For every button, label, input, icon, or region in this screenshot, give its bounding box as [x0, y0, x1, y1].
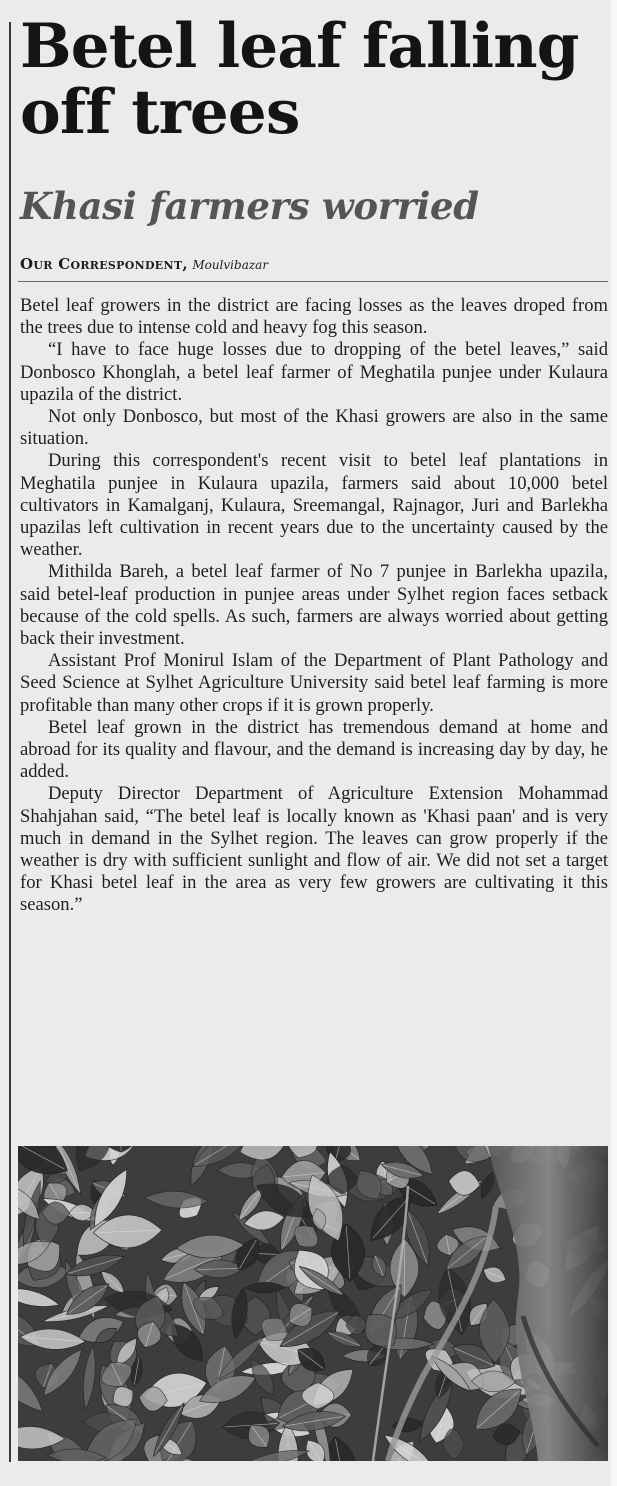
body-paragraph: Mithilda Bareh, a betel leaf farmer of No 7 punjee in Barlekha upazila, said betel-leaf production in punjee areas under Sylhet region faces setback because of the cold spells. As such, farmers are always worried about getting back their investment. [20, 561, 608, 650]
article-subheadline: Khasi farmers worried [20, 184, 479, 228]
byline-author: Our Correspondent, [20, 255, 188, 273]
byline-divider [18, 281, 608, 282]
body-paragraph: Betel leaf growers in the district are facing losses as the leaves droped from the trees due to intense cold and heavy fog this season. [20, 295, 608, 339]
byline [20, 254, 268, 275]
article-headline: Betel leaf falling off trees [20, 11, 579, 148]
byline-location: Moulvibazar [192, 258, 269, 272]
body-paragraph: “I have to face huge losses due to dropping of the betel leaves,” said Donbosco Khonglah, a betel leaf farmer of Meghatila punjee under Kulaura upazila of the district. [20, 339, 608, 405]
fallen-betel-leaves-photo [18, 1146, 608, 1461]
page-edge [611, 0, 617, 1486]
body-paragraph: Not only Donbosco, but most of the Khasi growers are also in the same situation. [20, 406, 608, 450]
photo-graphic [18, 1146, 608, 1461]
body-paragraph: Deputy Director Department of Agriculture Extension Mohammad Shahjahan said, “The betel leaf is locally known as 'Khasi paan' and is very much in demand in the Sylhet region. The leaves can grow properly if the weather is dry with sufficient sunlight and flow of air. We did not set a target for Khasi betel leaf in the area as very few growers are cultivating it this season.” [20, 783, 608, 916]
body-paragraph: Assistant Prof Monirul Islam of the Department of Plant Pathology and Seed Science at Sylhet Agriculture University said betel leaf farming is more profitable than many other crops if it is grown properly. [20, 650, 608, 716]
body-paragraph: Betel leaf grown in the district has tremendous demand at home and abroad for its quality and flavour, and the demand is increasing day by day, he added. [20, 716, 608, 783]
body-paragraph: During this correspondent's recent visit to betel leaf plantations in Meghatila punjee in Kulaura upazila, farmers said about 10,000 betel cultivators in Kamalganj, Kulaura, Sreemangal, Rajnagor, Juri and Barlekha upazilas left cultivation in recent years due to the uncertainty caused by the weather. [20, 450, 608, 561]
column-rule [9, 22, 11, 1462]
article-body [20, 295, 608, 917]
